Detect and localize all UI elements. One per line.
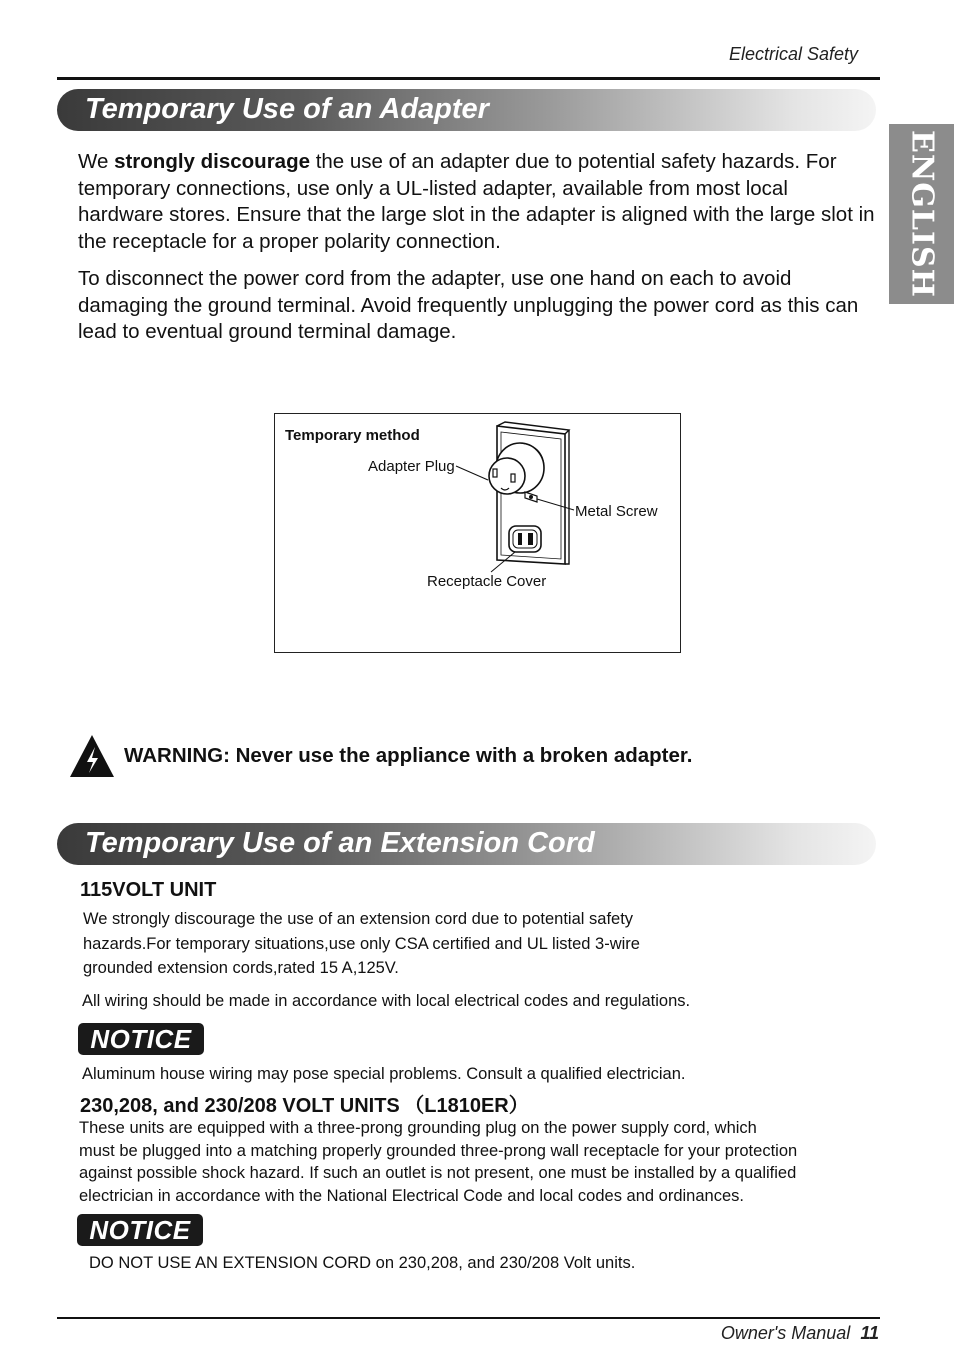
unit-115-line: hazards.For temporary situations,use only CSA certified and UL listed 3-wire [83, 934, 640, 953]
notice-2-text: DO NOT USE AN EXTENSION CORD on 230,208, and 230/208 Volt units. [89, 1254, 636, 1272]
unit-230-heading-row [80, 1089, 529, 1118]
unit-230-text [79, 1117, 859, 1207]
notice-1-text: Aluminum house wiring may pose special problems. Consult a qualified electrician. [82, 1065, 686, 1083]
adapter-p1-after: the use of an adapter due to potential safety hazards. For temporary connections, use only a UL-listed adapter, available from most local hardware stores. Ensure that the large slot in the adapter is aligned with the large slot in the receptacle for a proper polarity connection. [78, 150, 875, 253]
notice-badge-2 [77, 1214, 203, 1246]
unit-230-model: （L1810ER） [404, 1095, 529, 1117]
unit-115-line: We strongly discourage the use of an extension cord due to potential safety [83, 910, 634, 928]
header-rule [57, 77, 880, 80]
unit-230-line: against possible shock hazard. If such an outlet is not present, one must be installed by a qualified [79, 1164, 797, 1182]
unit-230-heading: 230,208, and 230/208 VOLT UNITS [80, 1095, 400, 1117]
warning-text: WARNING: Never use the appliance with a broken adapter. [124, 744, 693, 767]
notice-badge-1 [78, 1023, 204, 1055]
footer-manual-label: Owner's Manual [720, 1323, 851, 1343]
adapter-p1-before: We [78, 150, 115, 173]
figure-label-metal-screw: Metal Screw [575, 503, 658, 520]
wiring-note: All wiring should be made in accordance with local electrical codes and regulations. [82, 992, 691, 1010]
outlet-adapter-illustration [275, 414, 680, 652]
warning-row [68, 732, 868, 780]
footer-page-number: 11 [860, 1323, 879, 1343]
language-tab-label: ENGLISH [904, 129, 939, 299]
unit-115-line: grounded extension cords,rated 15 A,125V. [83, 959, 399, 977]
adapter-p1-bold: strongly discourage [114, 150, 311, 173]
unit-230-line: must be plugged into a matching properly grounded three-prong wall receptacle for your protection [79, 1141, 798, 1160]
section-title-extension: Temporary Use of an Extension Cord [85, 827, 595, 859]
adapter-figure [274, 413, 681, 653]
notice-label-1: NOTICE [90, 1024, 192, 1054]
footer [721, 1323, 879, 1344]
section-bar-adapter [57, 89, 876, 131]
language-tab [889, 124, 954, 304]
unit-115-heading: 115VOLT UNIT [80, 879, 217, 901]
figure-label-adapter-plug: Adapter Plug [368, 458, 455, 475]
footer-rule [57, 1317, 880, 1319]
adapter-paragraph-1 [78, 149, 878, 255]
warning-shock-icon [68, 732, 116, 780]
header-section-title: Electrical Safety [728, 44, 858, 64]
section-bar-extension [57, 823, 876, 865]
adapter-paragraph-2: To disconnect the power cord from the adapter, use one hand on each to avoid damaging the ground terminal. Avoid frequently unplugging the power cord as this can lead to eventual ground terminal damage. [78, 267, 859, 343]
section-title-adapter: Temporary Use of an Adapter [85, 93, 489, 125]
unit-115-text [83, 907, 843, 981]
unit-230-line: electrician in accordance with the National Electrical Code and local codes and ordinances. [79, 1186, 744, 1205]
figure-label-receptacle-cover: Receptacle Cover [427, 573, 547, 590]
unit-230-line: These units are equipped with a three-prong grounding plug on the power supply cord, which [79, 1119, 757, 1137]
notice-label-2: NOTICE [89, 1215, 191, 1245]
figure-title: Temporary method [285, 427, 420, 444]
